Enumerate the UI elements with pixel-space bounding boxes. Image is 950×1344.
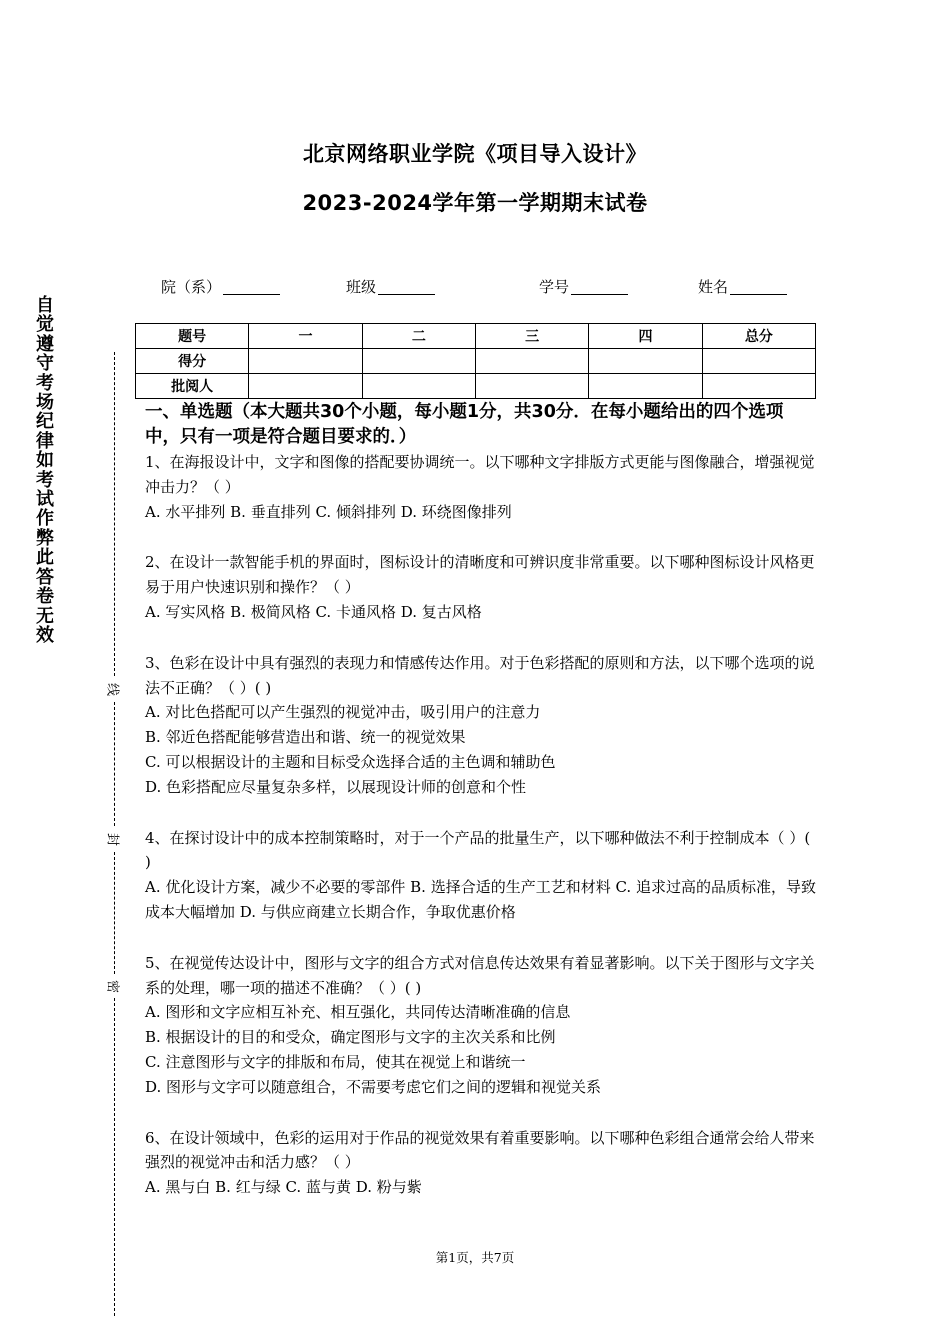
exam-content — [145, 400, 817, 1200]
side-notice-char: 律 — [36, 430, 54, 452]
binding-dashed-line — [114, 998, 115, 1316]
grader-cell[interactable] — [589, 374, 702, 399]
side-notice-char: 答 — [36, 566, 54, 588]
question-1 — [145, 450, 817, 524]
side-notice-char: 作 — [36, 508, 54, 530]
question-stem: 4、在探讨设计中的成本控制策略时，对于一个产品的批量生产，以下哪种做法不利于控制成本（ ）( ) — [145, 828, 811, 872]
header-cell: 一 — [249, 324, 362, 349]
dept-label: 院（系） — [161, 278, 222, 296]
student-info-row — [0, 276, 950, 300]
dept-blank — [223, 278, 280, 295]
question-option[interactable]: C. 可以根据设计的主题和目标受众选择合适的主色调和辅助色 — [145, 752, 556, 771]
question-option[interactable]: A. 水平排列 B. 垂直排列 C. 倾斜排列 D. 环绕图像排列 — [145, 502, 512, 521]
exam-title-line1: 北京网络职业学院《项目导入设计》 — [303, 142, 647, 166]
question-stem: 5、在视觉传达设计中，图形与文字的组合方式对信息传达效果有着显著影响。以下关于图形与文字关系的处理，哪一项的描述不准确？（ ）( ) — [145, 953, 815, 997]
side-notice-char: 遵 — [36, 333, 54, 355]
side-notice-char: 此 — [36, 547, 54, 569]
question-stem: 1、在海报设计中，文字和图像的搭配要协调统一。以下哪种文字排版方式更能与图像融合，增强视觉冲击力？（ ） — [145, 453, 815, 496]
score-table — [135, 323, 816, 399]
grader-cell[interactable] — [362, 374, 475, 399]
header-cell: 三 — [475, 324, 588, 349]
side-notice-char: 考 — [36, 469, 54, 491]
grader-cell[interactable] — [702, 374, 815, 399]
header-cell: 二 — [362, 324, 475, 349]
class-field[interactable] — [346, 276, 435, 297]
score-table-header-row — [136, 324, 816, 349]
side-notice-char: 觉 — [36, 314, 54, 336]
question-5 — [145, 951, 817, 1100]
exam-title-line2: 2023-2024学年第一学期期末试卷 — [302, 191, 648, 215]
header-cell: 总分 — [702, 324, 815, 349]
question-6 — [145, 1126, 817, 1200]
score-row — [136, 349, 816, 374]
score-cell[interactable] — [362, 349, 475, 374]
student-id-field[interactable] — [539, 276, 628, 297]
question-option[interactable]: D. 色彩搭配应尽量复杂多样，以展现设计师的创意和个性 — [145, 777, 527, 796]
side-notice-char: 弊 — [36, 527, 54, 549]
side-notice-char: 卷 — [36, 586, 54, 608]
binding-mark-xian: 线 — [105, 682, 124, 698]
name-label: 姓名 — [698, 278, 729, 296]
side-notice-char: 自 — [36, 295, 54, 316]
question-stem: 3、色彩在设计中具有强烈的表现力和情感传达作用。对于色彩搭配的原则和方法，以下哪个选项的说法不正确？（ ）( ) — [145, 653, 815, 697]
question-4 — [145, 826, 817, 925]
page-footer: 第1页，共7页 — [435, 1250, 515, 1265]
question-option[interactable]: A. 图形和文字应相互补充、相互强化，共同传达清晰准确的信息 — [145, 1003, 571, 1022]
question-option[interactable]: C. 注意图形与文字的排版和布局，使其在视觉上和谐统一 — [145, 1052, 526, 1071]
question-option[interactable]: A. 写实风格 B. 极简风格 C. 卡通风格 D. 复古风格 — [145, 602, 482, 621]
question-option[interactable]: B. 邻近色搭配能够营造出和谐、统一的视觉效果 — [145, 728, 466, 747]
score-cell[interactable] — [589, 349, 702, 374]
side-notice-char: 守 — [36, 353, 54, 375]
grader-row-label: 批阅人 — [136, 374, 249, 399]
score-row-label: 得分 — [136, 349, 249, 374]
name-blank — [730, 278, 787, 295]
side-notice-char: 场 — [36, 392, 54, 414]
section-title: 一、单选题（本大题共30个小题，每小题1分，共30分．在每小题给出的四个选项中，只有一项是符合题目要求的．） — [145, 402, 784, 447]
question-option[interactable]: D. 图形与文字可以随意组合，不需要考虑它们之间的逻辑和视觉关系 — [145, 1077, 602, 1096]
grader-cell[interactable] — [249, 374, 362, 399]
question-3 — [145, 651, 817, 800]
header-cell: 题号 — [136, 324, 249, 349]
question-option[interactable]: A. 优化设计方案，减少不必要的零部件 B. 选择合适的生产工艺和材料 C. 追求过高的品质标准，导致成本大幅增加 D. 与供应商建立长期合作，争取优惠价格 — [145, 878, 816, 921]
grader-row — [136, 374, 816, 399]
question-stem: 6、在设计领域中，色彩的运用对于作品的视觉效果有着重要影响。以下哪种色彩组合通常会给人带来强烈的视觉冲击和活力感？（ ） — [145, 1128, 815, 1172]
side-notice-char: 考 — [36, 372, 54, 394]
question-option[interactable]: B. 根据设计的目的和受众，确定图形与文字的主次关系和比例 — [145, 1028, 556, 1047]
question-stem: 2、在设计一款智能手机的界面时，图标设计的清晰度和可辨识度非常重要。以下哪种图标设计风格更易于用户快速识别和操作？（ ） — [145, 553, 815, 597]
binding-dashed-line — [114, 852, 115, 974]
name-field[interactable] — [698, 276, 787, 297]
side-notice-char: 试 — [36, 489, 54, 511]
binding-dashed-line — [114, 352, 115, 676]
binding-mark-feng: 封 — [105, 832, 124, 848]
binding-dashed-line — [114, 702, 115, 826]
class-label: 班级 — [346, 278, 377, 296]
side-notice-char: 纪 — [36, 411, 54, 433]
grader-cell[interactable] — [475, 374, 588, 399]
side-notice — [34, 296, 56, 645]
score-cell[interactable] — [249, 349, 362, 374]
side-notice-char: 如 — [36, 450, 54, 472]
question-option[interactable]: A. 黑与白 B. 红与绿 C. 蓝与黄 D. 粉与紫 — [145, 1178, 422, 1197]
class-blank — [378, 278, 435, 295]
student-id-label: 学号 — [539, 278, 570, 296]
score-cell[interactable] — [475, 349, 588, 374]
question-2 — [145, 550, 817, 624]
side-notice-char: 无 — [36, 605, 54, 627]
binding-mark-mi: 密 — [105, 979, 124, 995]
header-cell: 四 — [589, 324, 702, 349]
student-id-blank — [571, 278, 628, 295]
side-notice-char: 效 — [36, 624, 54, 646]
question-option[interactable]: A. 对比色搭配可以产生强烈的视觉冲击，吸引用户的注意力 — [145, 703, 541, 722]
dept-field[interactable] — [161, 276, 280, 297]
score-cell[interactable] — [702, 349, 815, 374]
